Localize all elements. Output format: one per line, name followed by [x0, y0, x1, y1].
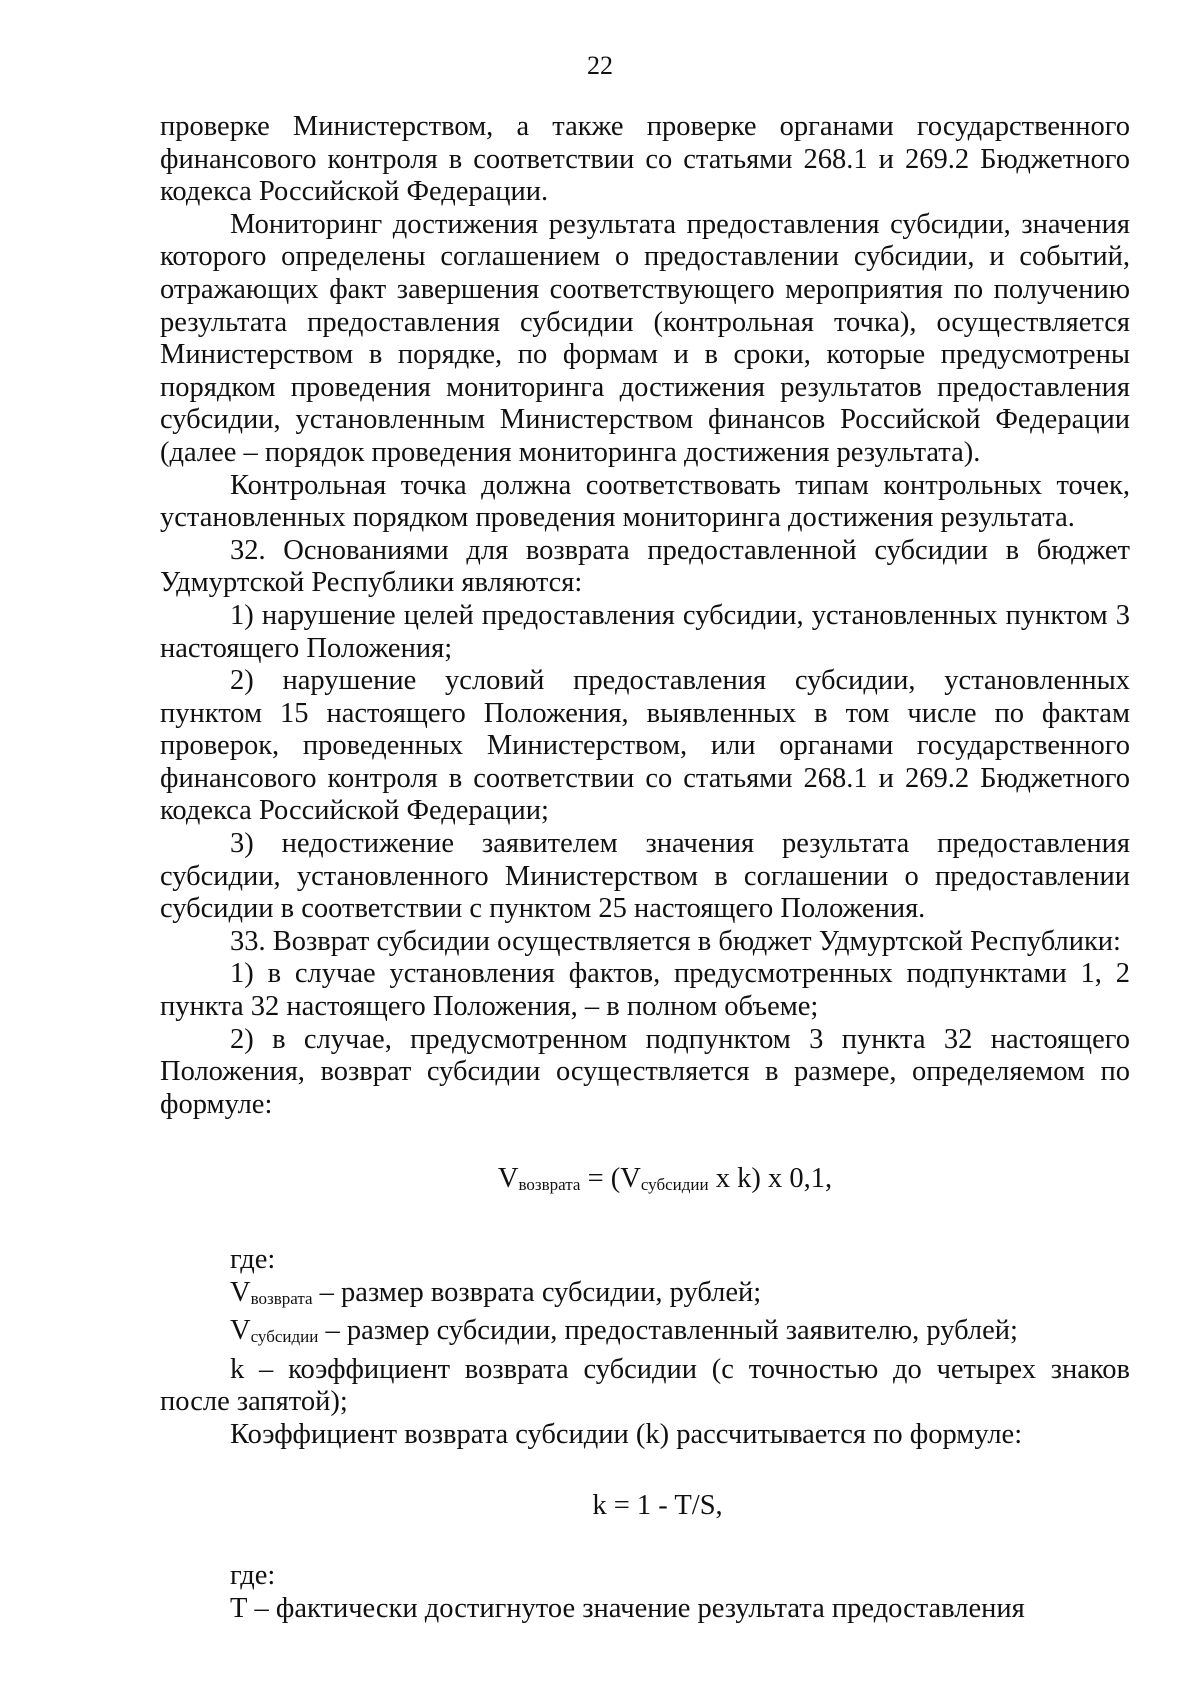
- def-v-text: – размер субсидии, предоставленный заявителю, рублей;: [318, 1315, 1018, 1347]
- where-label-1: где:: [230, 1244, 276, 1275]
- formula-coefficient: k = 1 - T/S,: [592, 1489, 723, 1521]
- definition-t: Т – фактически достигнутое значение результата предоставления: [230, 1592, 1025, 1624]
- paragraph-32-grounds: 32. Основаниями для возврата предоставленной субсидии в бюджет Удмуртской Республики являются:: [160, 534, 1130, 599]
- paragraph-monitoring: Мониторинг достижения результата предоставления субсидии, значения которого определены соглашением о предоставлении субсидии, и событий, отражающих факт завершения соответствующего мероприятия по получению результата предоставления субсидии (контрольная точка), осуществляется Министерством в порядке, по формам и в сроки, которые предусмотрены порядком проведения мониторинга достижения результатов предоставления субсидии, установленным Министерством финансов Российской Федерации (далее – порядок проведения мониторинга достижения результата).: [160, 208, 1130, 468]
- formula-subscript-return: возврата: [518, 1175, 581, 1195]
- document-body: [160, 111, 1130, 1625]
- paragraph-33-return: 33. Возврат субсидии осуществляется в бюджет Удмуртской Республики:: [230, 925, 1121, 957]
- def-v-subscript: возврата: [250, 1288, 313, 1308]
- list-item-33-2: 2) в случае, предусмотренном подпунктом 3 пункта 32 настоящего Положения, возврат субсидии осуществляется в размере, определяемом по формуле:: [160, 1023, 1130, 1120]
- list-item-33-1: 1) в случае установления фактов, предусмотренных подпунктами 1, 2 пункта 32 настоящего Положения, – в полном объеме;: [160, 958, 1130, 1023]
- page-number: 22: [587, 51, 613, 80]
- coefficient-intro: Коэффициент возврата субсидии (k) рассчитывается по формуле:: [230, 1418, 1023, 1450]
- formula-subscript-subsidy: субсидии: [640, 1175, 709, 1195]
- definition-v-return: [160, 1277, 1130, 1316]
- where-label-2: где:: [230, 1560, 276, 1592]
- def-v-text: – размер возврата субсидии, рублей;: [312, 1276, 762, 1308]
- paragraph-continuation: проверке Министерством, а также проверке органами государственного финансового контроля в соответствии со статьями 268.1 и 269.2 Бюджетного кодекса Российской Федерации.: [160, 111, 1130, 208]
- def-v-subscript: субсидии: [250, 1327, 319, 1347]
- def-v-symbol: V: [230, 1315, 251, 1347]
- list-item-32-3: 3) недостижение заявителем значения результата предоставления субсидии, установленного Министерством в соглашении о предоставлении субсидии в соответствии с пунктом 25 настоящего Положения.: [160, 828, 1130, 925]
- definition-k: k – коэффициент возврата субсидии (с точностью до четырех знаков после запятой);: [160, 1353, 1130, 1418]
- formula-rest: x k) x 0,1,: [708, 1163, 833, 1195]
- formula-return-amount: [160, 1163, 1130, 1202]
- paragraph-control-point: Контрольная точка должна соответствовать типам контрольных точек, установленных порядком проведения мониторинга достижения результата.: [160, 469, 1130, 534]
- def-v-symbol: V: [230, 1276, 251, 1308]
- formula-equals-open: = (V: [580, 1163, 641, 1195]
- definition-v-subsidy: [160, 1315, 1130, 1354]
- list-item-32-1: 1) нарушение целей предоставления субсидии, установленных пунктом 3 настоящего Положения;: [160, 599, 1130, 664]
- formula-v-symbol: V: [497, 1163, 519, 1195]
- list-item-32-2: 2) нарушение условий предоставления субсидии, установленных пунктом 15 настоящего Положения, выявленных в том числе по фактам проверок, проведенных Министерством, или органами государственного финансового контроля в соответствии со статьями 268.1 и 269.2 Бюджетного кодекса Российской Федерации;: [160, 665, 1130, 827]
